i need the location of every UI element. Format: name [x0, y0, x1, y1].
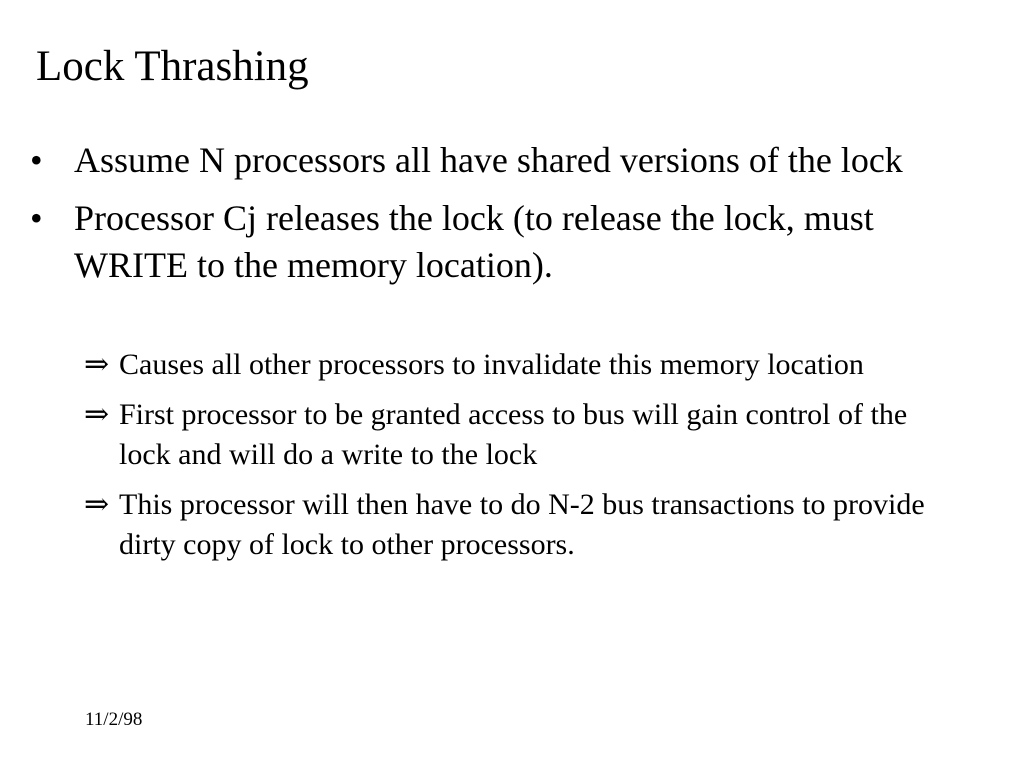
sub-bullet-text: Causes all other processors to invalidate this memory location — [119, 348, 864, 381]
sub-bullet-bus-transactions — [84, 485, 964, 565]
bullet-icon: • — [30, 140, 43, 180]
implies-arrow-icon: ⇒ — [84, 398, 110, 431]
implies-arrow-icon: ⇒ — [84, 488, 110, 521]
sub-bullet-invalidate — [84, 345, 964, 385]
footer-date: 11/2/98 — [85, 709, 143, 730]
bullet-text: Assume N processors all have shared versions of the lock — [74, 140, 903, 180]
sub-bullet-text: This processor will then have to do N-2 bus transactions to provide dirty copy of lock to other processors. — [119, 488, 925, 561]
bullet-text: Processor Cj releases the lock (to release the lock, must WRITE to the memory location). — [74, 198, 874, 285]
bullet-item-processor-releases-lock — [30, 195, 930, 289]
bullet-item-assume-processors — [30, 137, 930, 184]
slide-title: Lock Thrashing — [36, 43, 309, 90]
sub-bullet-text: First processor to be granted access to bus will gain control of the lock and will do a write to the lock — [119, 398, 908, 471]
sub-bullet-bus-control — [84, 395, 964, 475]
main-bullet-list — [30, 137, 930, 300]
bullet-icon: • — [30, 198, 43, 238]
sub-bullet-list — [84, 345, 964, 575]
implies-arrow-icon: ⇒ — [84, 348, 110, 381]
